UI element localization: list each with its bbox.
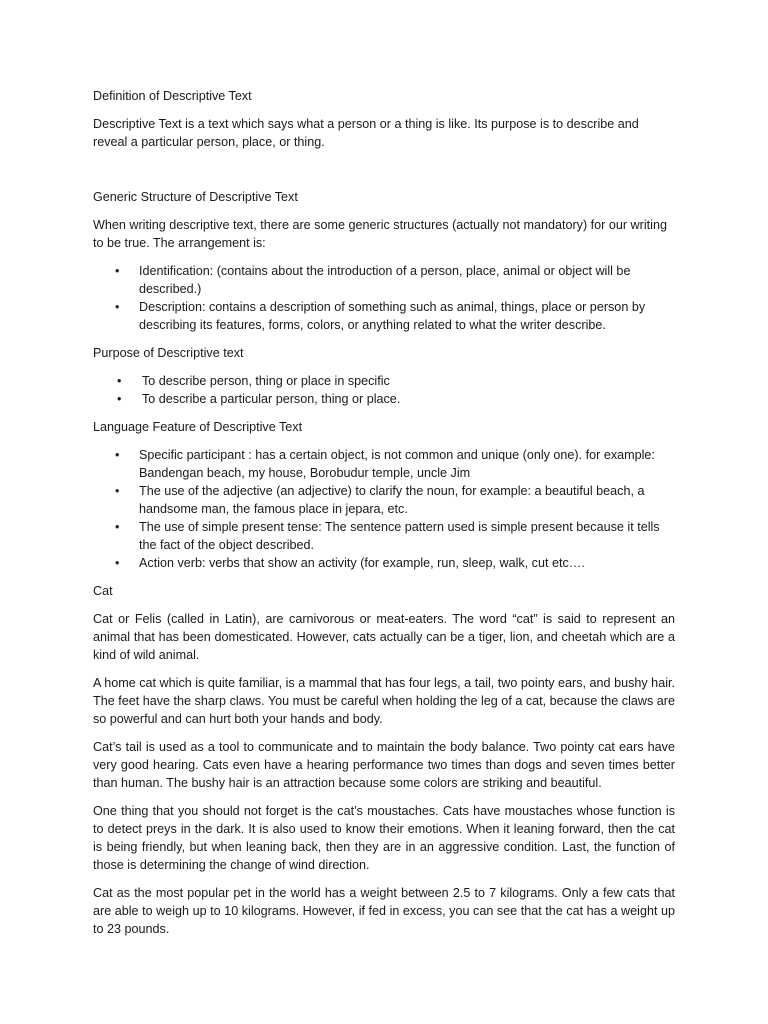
list-item: • Specific participant : has a certain object, is not common and unique (only one). for example: Bandengan beach, my house, Borobudur temple, uncle Jim bbox=[93, 446, 675, 482]
cat-paragraph-3: Cat’s tail is used as a tool to communicate and to maintain the body balance. Two pointy cat ears have very good hearing. Cats even have a hearing performance two times than dogs and seven times better than human. The bushy hair is an attraction because some colors are striking and beautiful. bbox=[93, 740, 675, 790]
document-body bbox=[93, 87, 675, 938]
list-item: • To describe a particular person, thing or place. bbox=[93, 390, 675, 408]
cat-heading: Cat bbox=[93, 584, 113, 598]
list-item: • Action verb: verbs that show an activity (for example, run, sleep, walk, cut etc…. bbox=[93, 554, 675, 572]
structure-heading: Generic Structure of Descriptive Text bbox=[93, 190, 298, 204]
structure-paragraph: When writing descriptive text, there are some generic structures (actually not mandatory) for our writing to be true. The arrangement is: bbox=[93, 218, 667, 250]
structure-list bbox=[93, 262, 675, 334]
definition-heading: Definition of Descriptive Text bbox=[93, 89, 252, 103]
list-item: • To describe person, thing or place in specific bbox=[93, 372, 675, 390]
cat-paragraph-4: One thing that you should not forget is the cat’s moustaches. Cats have moustaches whose function is to detect preys in the dark. It is also used to know their emotions. When it leaning forward, then the cat is being friendly, but when leaning back, then they are in an aggressive condition. Last, the function of those is determining the change of wind direction. bbox=[93, 804, 675, 872]
list-item: • The use of simple present tense: The sentence pattern used is simple present because it tells the fact of the object described. bbox=[93, 518, 675, 554]
cat-paragraph-2: A home cat which is quite familiar, is a mammal that has four legs, a tail, two pointy ears, and bushy hair. The feet have the sharp claws. You must be careful when holding the leg of a cat, because the claws are so powerful and can hurt both your hands and body. bbox=[93, 676, 675, 726]
language-heading: Language Feature of Descriptive Text bbox=[93, 420, 303, 434]
cat-paragraph-5: Cat as the most popular pet in the world has a weight between 2.5 to 7 kilograms. Only a few cats that are able to weigh up to 10 kilograms. However, if fed in excess, you can see that the cat has a weight up to 23 pounds. bbox=[93, 886, 675, 936]
purpose-heading: Purpose of Descriptive text bbox=[93, 346, 244, 360]
cat-paragraph-1: Cat or Felis (called in Latin), are carnivorous or meat-eaters. The word “cat” is said to represent an animal that has been domesticated. However, cats actually can be a tiger, lion, and cheetah which are a kind of wild animal. bbox=[93, 612, 675, 662]
definition-paragraph: Descriptive Text is a text which says what a person or a thing is like. Its purpose is to describe and reveal a particular person, place, or thing. bbox=[93, 117, 639, 149]
purpose-list bbox=[93, 372, 675, 408]
list-item: • The use of the adjective (an adjective) to clarify the noun, for example: a beautiful beach, a handsome man, the famous place in jepara, etc. bbox=[93, 482, 675, 518]
list-item: • Description: contains a description of something such as animal, things, place or person by describing its features, forms, colors, or anything related to what the writer describe. bbox=[93, 298, 675, 334]
list-item: • Identification: (contains about the introduction of a person, place, animal or object will be described.) bbox=[93, 262, 675, 298]
language-list bbox=[93, 446, 675, 572]
